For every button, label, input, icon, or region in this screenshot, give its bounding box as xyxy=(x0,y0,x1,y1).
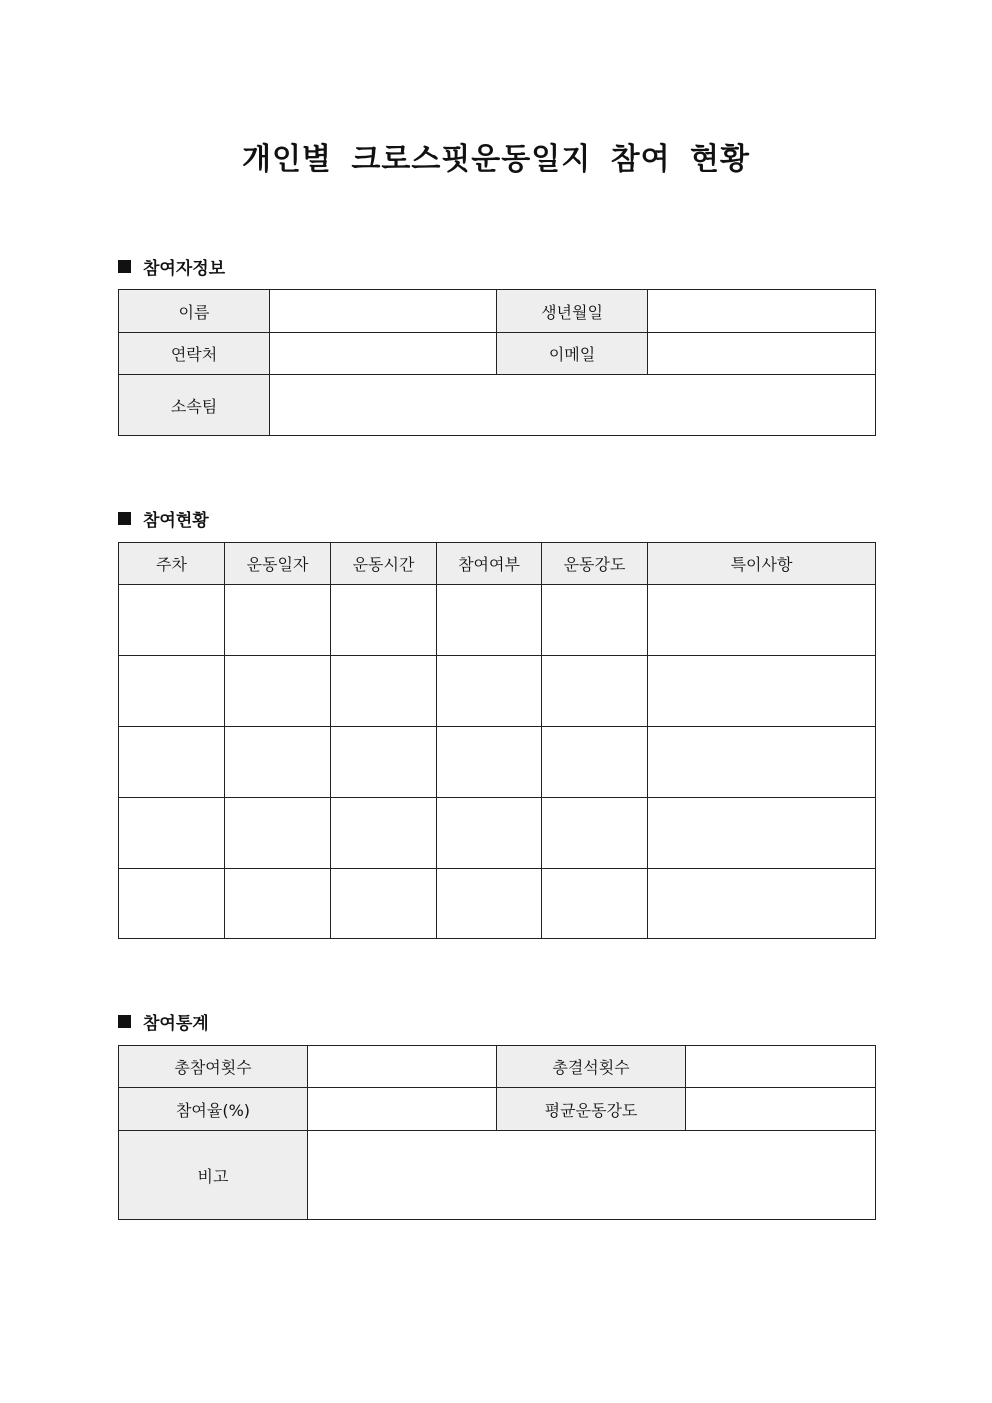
participant-info-table xyxy=(118,289,876,436)
remarks-label: 비고 xyxy=(119,1131,308,1220)
table-row xyxy=(119,585,876,656)
total-participation-field[interactable] xyxy=(308,1046,497,1088)
section-heading-label: 참여현황 xyxy=(143,511,209,531)
participation-rate-label: 참여율(%) xyxy=(119,1088,308,1131)
column-header-attendance: 참여여부 xyxy=(437,543,542,585)
attendance-cell[interactable] xyxy=(437,656,542,727)
intensity-cell[interactable] xyxy=(542,869,648,939)
time-cell[interactable] xyxy=(331,727,437,798)
name-field[interactable] xyxy=(270,290,497,333)
email-label: 이메일 xyxy=(497,333,648,375)
date-cell[interactable] xyxy=(225,869,331,939)
notes-cell[interactable] xyxy=(648,585,876,656)
participation-rate-field[interactable] xyxy=(308,1088,497,1131)
square-bullet-icon xyxy=(118,1015,131,1028)
statistics-table xyxy=(118,1045,876,1220)
table-row xyxy=(119,869,876,939)
table-row xyxy=(119,656,876,727)
participation-table xyxy=(118,542,876,939)
name-label: 이름 xyxy=(119,290,270,333)
time-cell[interactable] xyxy=(331,869,437,939)
section-heading-participant-info xyxy=(118,254,225,279)
week-cell[interactable] xyxy=(119,656,225,727)
intensity-cell[interactable] xyxy=(542,798,648,869)
birth-label: 생년월일 xyxy=(497,290,648,333)
email-field[interactable] xyxy=(648,333,876,375)
avg-intensity-label: 평균운동강도 xyxy=(497,1088,686,1131)
table-row xyxy=(119,798,876,869)
attendance-cell[interactable] xyxy=(437,585,542,656)
square-bullet-icon xyxy=(118,512,131,525)
time-cell[interactable] xyxy=(331,585,437,656)
contact-field[interactable] xyxy=(270,333,497,375)
column-header-intensity: 운동강도 xyxy=(542,543,648,585)
column-header-date: 운동일자 xyxy=(225,543,331,585)
time-cell[interactable] xyxy=(331,798,437,869)
avg-intensity-field[interactable] xyxy=(686,1088,876,1131)
column-header-week: 주차 xyxy=(119,543,225,585)
intensity-cell[interactable] xyxy=(542,656,648,727)
week-cell[interactable] xyxy=(119,727,225,798)
date-cell[interactable] xyxy=(225,585,331,656)
attendance-cell[interactable] xyxy=(437,798,542,869)
time-cell[interactable] xyxy=(331,656,437,727)
week-cell[interactable] xyxy=(119,798,225,869)
team-label: 소속팀 xyxy=(119,375,270,436)
page-title: 개인별 크로스핏운동일지 참여 현황 xyxy=(241,142,751,177)
column-header-notes: 특이사항 xyxy=(648,543,876,585)
remarks-field[interactable] xyxy=(308,1131,876,1220)
date-cell[interactable] xyxy=(225,727,331,798)
attendance-cell[interactable] xyxy=(437,869,542,939)
section-heading-label: 참여자정보 xyxy=(143,259,226,279)
section-heading-label: 참여통계 xyxy=(143,1014,209,1034)
intensity-cell[interactable] xyxy=(542,727,648,798)
notes-cell[interactable] xyxy=(648,798,876,869)
birth-field[interactable] xyxy=(648,290,876,333)
square-bullet-icon xyxy=(118,260,131,273)
notes-cell[interactable] xyxy=(648,869,876,939)
table-row xyxy=(119,727,876,798)
column-header-time: 운동시간 xyxy=(331,543,437,585)
date-cell[interactable] xyxy=(225,798,331,869)
week-cell[interactable] xyxy=(119,585,225,656)
total-absence-label: 총결석횟수 xyxy=(497,1046,686,1088)
section-heading-statistics xyxy=(118,1009,209,1034)
notes-cell[interactable] xyxy=(648,727,876,798)
contact-label: 연락처 xyxy=(119,333,270,375)
total-participation-label: 총참여횟수 xyxy=(119,1046,308,1088)
notes-cell[interactable] xyxy=(648,656,876,727)
team-field[interactable] xyxy=(270,375,876,436)
attendance-cell[interactable] xyxy=(437,727,542,798)
intensity-cell[interactable] xyxy=(542,585,648,656)
total-absence-field[interactable] xyxy=(686,1046,876,1088)
date-cell[interactable] xyxy=(225,656,331,727)
week-cell[interactable] xyxy=(119,869,225,939)
section-heading-participation xyxy=(118,506,209,531)
